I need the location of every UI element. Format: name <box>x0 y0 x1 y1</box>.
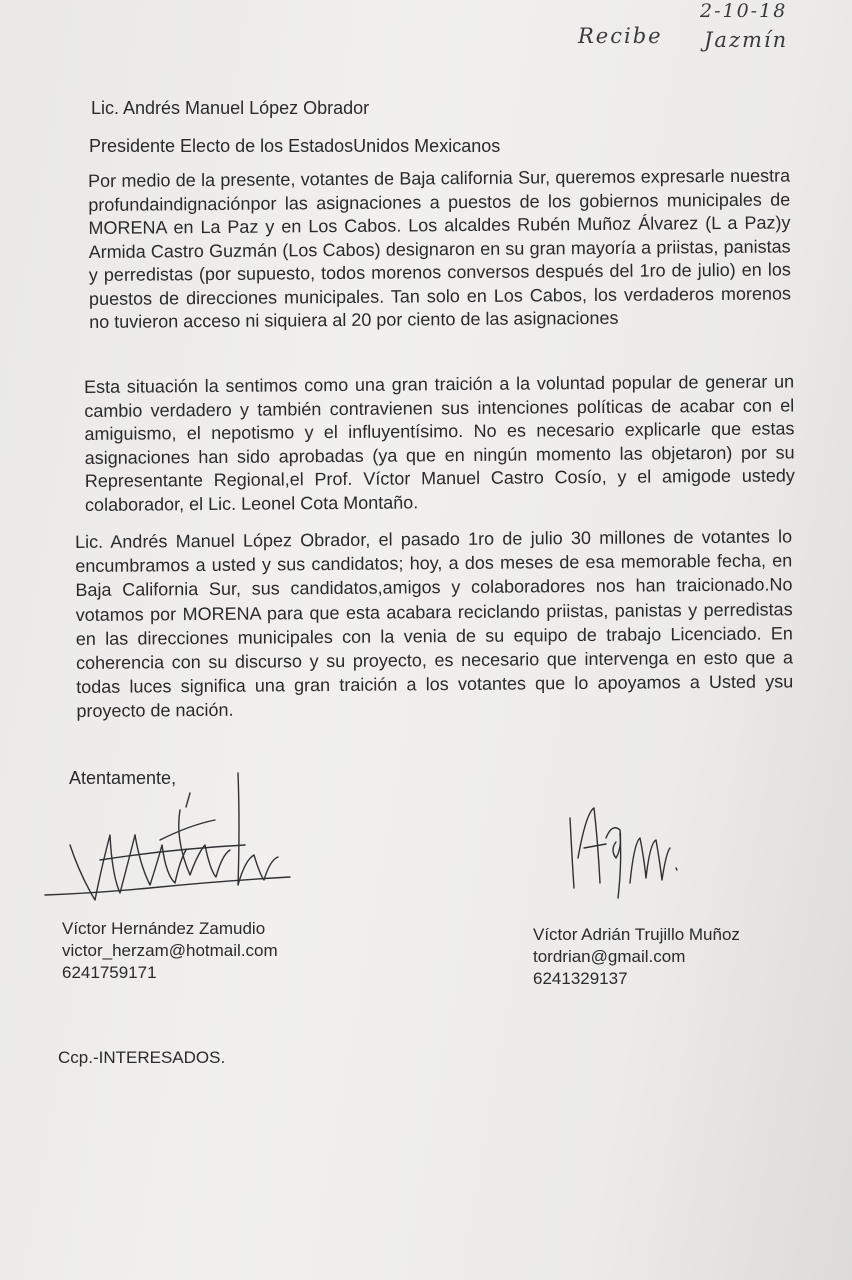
signature-1-graphic <box>40 765 300 925</box>
signatory-2 <box>533 924 740 990</box>
body-paragraph-2: Esta situación la sentimos como una gran traición a la voluntad popular de generar un cambio verdadero y también contravienen sus intenciones políticas de acabar con el amiguismo, el nepotismo y el influyentísimo. No es necesario explicarle que estas asignaciones han sido aprobadas (ya que en ningún momento las objetaron) por su Representante Regional,el Prof. Víctor Manuel Castro Cosío, y el amigode ustedy colaborador, el Lic. Leonel Cota Montaño. <box>84 371 795 515</box>
body-paragraph-1: Por medio de la presente, votantes de Baja california Sur, queremos expresarle nuestra profundaindignaciónpor las asignaciones a puestos de los gobiernos municipales de MORENA en La Paz y en Los Cabos. Los alcaldes Rubén Muñoz Álvarez (L a Paz)y Armida Castro Guzmán (Los Cabos) designaron en su gran mayoría a priistas, panistas y perredistas (por supuesto, todos morenos conversos después del 1ro de julio) en los puestos de direcciones municipales. Tan solo en Los Cabos, los verdaderos morenos no tuvieron acceso ni siquiera al 20 por ciento de las asignaciones <box>88 165 792 332</box>
signatory-1-email: victor_herzam@hotmail.com <box>62 941 278 960</box>
received-label-annotation: Recibe <box>578 24 663 48</box>
received-date-annotation: 2-10-18 <box>700 0 788 22</box>
signatory-2-name: Víctor Adrián Trujillo Muñoz <box>533 925 740 944</box>
recipient-title: Presidente Electo de los EstadosUnidos Mexicanos <box>89 136 501 156</box>
cc-line: Ccp.-INTERESADOS. <box>58 1048 226 1067</box>
signatory-1-phone: 6241759171 <box>62 963 157 982</box>
body-paragraph-3: Lic. Andrés Manuel López Obrador, el pasado 1ro de julio 30 millones de votantes lo encumbramos a usted y sus candidatos; hoy, a dos meses de esa memorable fecha, en Baja California Sur, sus candidatos,amigos y colaboradores nos han traicionado.No votamos por MORENA para que esta acabara reciclando priistas, panistas y perredistas en las direcciones municipales con la venia de su equipo de trabajo Licenciado. En coherencia con su discurso y su proyecto, es necesario que intervenga en esto que a todas luces significa una gran traición a los votantes que lo apoyamos a Usted ysu proyecto de nación. <box>75 526 794 722</box>
signatory-2-phone: 6241329137 <box>533 969 628 988</box>
closing: Atentamente, <box>69 768 177 788</box>
signature-2-graphic <box>560 798 690 903</box>
recipient-name: Lic. Andrés Manuel López Obrador <box>91 98 370 118</box>
signatory-1-name: Víctor Hernández Zamudio <box>62 919 266 938</box>
signatory-1 <box>62 918 278 984</box>
signatory-2-email: tordrian@gmail.com <box>533 947 686 966</box>
received-by-annotation: Jazmín <box>704 28 789 52</box>
